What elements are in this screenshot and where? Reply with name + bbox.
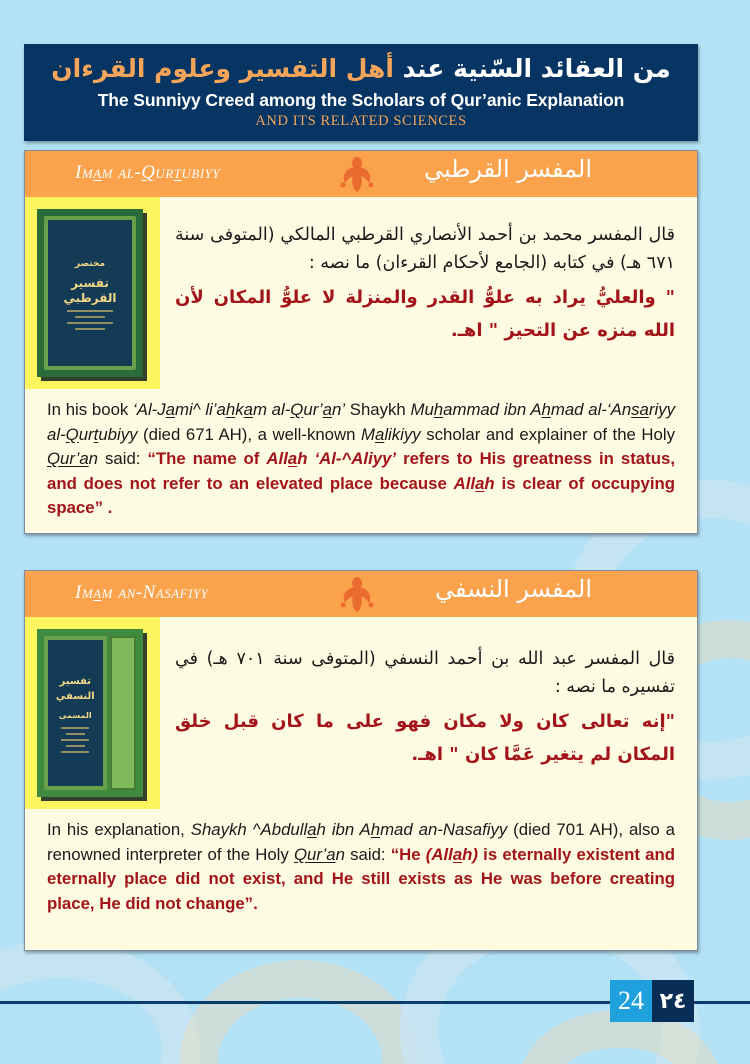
english-subtitle: AND ITS RELATED SCIENCES (255, 113, 467, 129)
page-header (24, 44, 698, 141)
arabic-text-block (175, 645, 675, 771)
section-header-bar (25, 151, 697, 197)
arabic-title (24, 44, 698, 86)
book-cover-frame (25, 197, 160, 389)
section-qurtubiyy (24, 150, 698, 534)
page-number-arabic: ٢٤ (652, 980, 694, 1022)
book-cover-frame (25, 617, 160, 809)
english-text-block: In his explanation, Shaykh ^Abdullah ibn Ahmad an-Nasafiyy (died 701 AH), also a renowned interpreter of the Holy Qur’an said: “He (Allah) is eternally existent and eternally place did not exist, and He still exists as He was before creating place, He did not change”. (47, 820, 675, 913)
imam-name-arabic: المفسر النسفي (434, 575, 592, 603)
arabic-title-accent: أهل التفسير وعلوم القرءان (51, 54, 394, 83)
english-quote: “He (Allah) is eternally existent and eternally place did not exist, and He still exists as He was before creating place, He did not change”. (47, 844, 675, 913)
english-text-block: In his book ‘Al-Jami^ li’ahkam al-Qur’an’ Shaykh Muhammad ibn Ahmad al-‘Ansariyy al-Qurtubiyy (died 671 AH), a well-known Malikiyy scholar and explainer of the Holy Qur’an said: “The name of Allah ‘Al-^Aliyy’ refers to His greatness in status, and does not refer to an elevated place because Allah is clear of occupying space” . (47, 400, 675, 517)
imam-name-english: Imam an-Nasafiyy (75, 582, 209, 603)
floral-ornament-icon (337, 155, 377, 193)
arabic-intro: قال المفسر عبد الله بن أحمد النسفي (المتوفى سنة ٧٠١ هـ) في تفسيره ما نصه : (175, 649, 676, 697)
imam-name-arabic: المفسر القرطبي (424, 155, 592, 183)
arabic-quote: " والعليُّ يراد به علوُّ القدر والمنزلة لا علوُّ المكان لأن الله منزه عن التحيز " اهـ. (175, 287, 675, 341)
floral-ornament-icon (337, 575, 377, 613)
book-cover-image: مختصر تفسير القرطبي (37, 209, 143, 377)
arabic-quote: "إنه تعالى كان ولا مكان فهو على ما كان قبل خلق المكان لم يتغير عَمَّا كان " اهـ. (175, 711, 675, 765)
section-nasafiyy (24, 570, 698, 951)
arabic-title-main: من العقائد السّنية عند (393, 54, 671, 83)
imam-name-english: Imam al-Qurtubiyy (75, 162, 221, 183)
english-title: The Sunniyy Creed among the Scholars of Qur’anic Explanation (97, 90, 625, 110)
section-header-bar (25, 571, 697, 617)
english-quote: “The name of Allah ‘Al-^Aliyy’ refers to His greatness in status, and does not refer to an elevated place because Allah is clear of occupying space” . (47, 449, 675, 517)
book-cover-image: تفسير النسفي المسمى (37, 629, 143, 797)
page-number-english: 24 (610, 980, 652, 1022)
arabic-intro: قال المفسر محمد بن أحمد الأنصاري القرطبي المالكي (المتوفى سنة ٦٧١ هـ) في كتابه (الجامع لأحكام القرءان) ما نصه : (175, 225, 675, 273)
arabic-text-block (175, 221, 675, 347)
